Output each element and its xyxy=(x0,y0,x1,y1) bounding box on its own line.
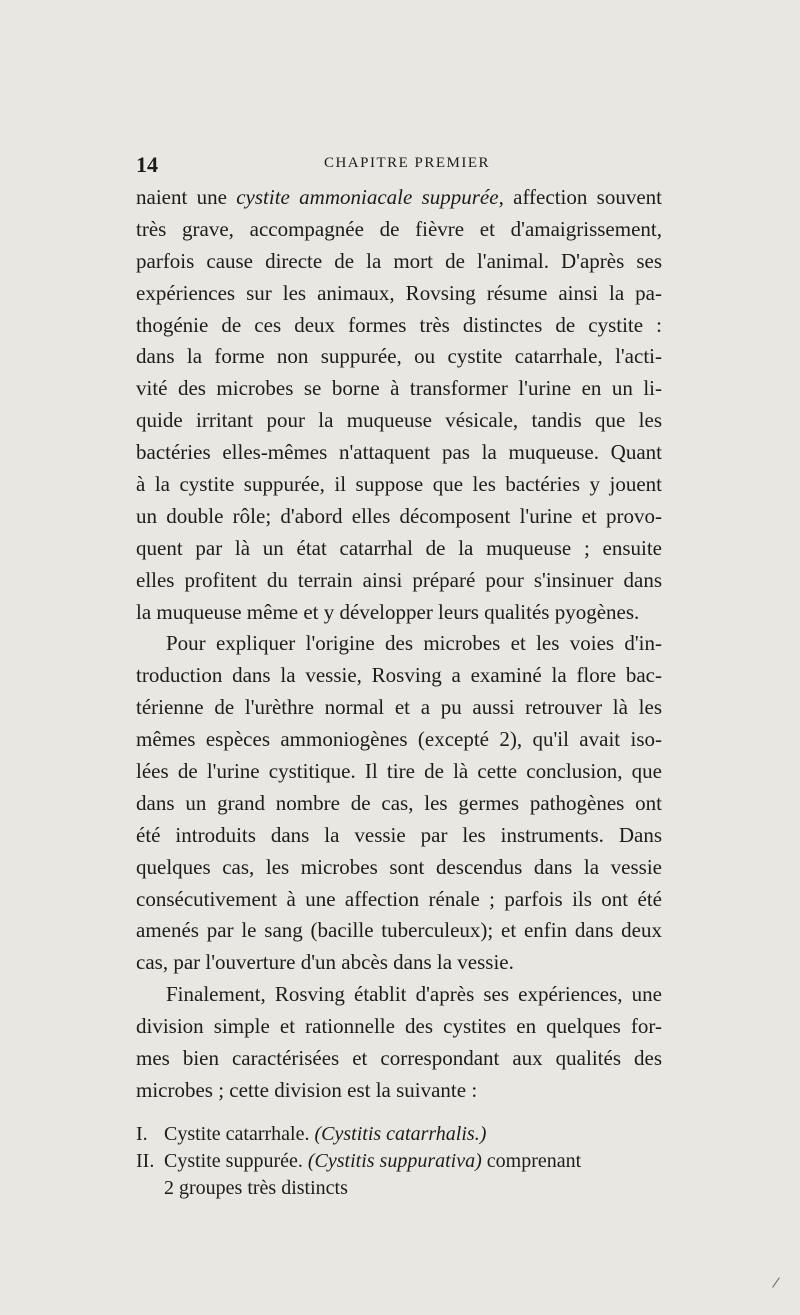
text-line: la muqueuse même et y développer leurs qualités pyogènes. xyxy=(136,599,640,624)
text-line: division simple et rationnelle des cystites en quelques for- xyxy=(136,1014,662,1039)
body-text xyxy=(136,182,662,1202)
text-line: quent par là un état catarrhal de la muqueuse ; ensuite xyxy=(136,535,662,560)
text-line: microbes ; cette division est la suivante : xyxy=(136,1077,478,1102)
text-line: à la cystite suppurée, il suppose que les bactéries y jouent xyxy=(136,472,662,497)
text-line: lées de l'urine cystitique. Il tire de là cette conclusion, que xyxy=(136,759,662,784)
text-line: thogénie de ces deux formes très distinctes de cystite : xyxy=(136,312,662,337)
text-line: été introduits dans la vessie par les instruments. Dans xyxy=(136,822,662,847)
text-line: quide irritant pour la muqueuse vésicale, tandis que les xyxy=(136,408,662,433)
text-line: parfois cause directe de la mort de l'animal. D'après ses xyxy=(136,248,662,273)
text-line: troduction dans la vessie, Rosving a examiné la flore bac- xyxy=(136,663,662,688)
running-title: CHAPITRE PREMIER xyxy=(323,155,491,171)
text-line: dans un grand nombre de cas, les germes pathogènes ont xyxy=(136,790,662,815)
text-line: amenés par le sang (bacille tuberculeux); et enfin dans deux xyxy=(136,918,662,943)
text-line: vité des microbes se borne à transformer l'urine en un li- xyxy=(136,376,662,401)
text-line: Finalement, Rosving établit d'après ses expériences, une xyxy=(166,982,662,1007)
text-line: très grave, accompagnée de fièvre et d'amaigrissement, xyxy=(136,216,662,241)
list-item-continuation: 2 groupes très distincts xyxy=(164,1176,348,1199)
text-line: cas, par l'ouverture d'un abcès dans la vessie. xyxy=(136,950,514,975)
italic-term: cystite ammoniacale suppurée, xyxy=(236,185,504,209)
text-line: mes bien caractérisées et correspondant aux qualités des xyxy=(136,1046,662,1071)
text-line: naient une cystite ammoniacale suppurée, affection souvent xyxy=(136,185,662,209)
page-header xyxy=(136,152,660,178)
text-line: elles profitent du terrain ainsi préparé pour s'insinuer dans xyxy=(136,567,662,592)
text-line: expériences sur les animaux, Rovsing résume ainsi la pa- xyxy=(136,280,662,305)
latin-term: (Cystitis catarrhalis.) xyxy=(314,1122,487,1145)
text-line: un double rôle; d'abord elles décomposent l'urine et provo- xyxy=(136,503,662,528)
text-line: dans la forme non suppurée, ou cystite catarrhale, l'acti- xyxy=(136,344,662,369)
text-line: consécutivement à une affection rénale ; parfois ils ont été xyxy=(136,886,662,911)
text-line: térienne de l'urèthre normal et a pu aussi retrouver là les xyxy=(136,695,662,720)
text-line: mêmes espèces ammoniogènes (excepté 2), qu'il avait iso- xyxy=(136,727,662,752)
text-line: Pour expliquer l'origine des microbes et les voies d'in- xyxy=(166,631,662,656)
list-item: I. Cystite catarrhale. (Cystitis catarrhalis.) xyxy=(136,1122,487,1145)
page-number: 14 xyxy=(136,152,158,177)
text-line: quelques cas, les microbes sont descendus dans la vessie xyxy=(136,854,662,879)
text-line: bactéries elles-mêmes n'attaquent pas la muqueuse. Quant xyxy=(136,440,662,465)
list-item: II. Cystite suppurée. (Cystitis suppurativa) comprenant xyxy=(136,1149,582,1172)
pencil-mark xyxy=(772,1277,780,1287)
latin-term: (Cystitis suppurativa) xyxy=(307,1149,482,1172)
